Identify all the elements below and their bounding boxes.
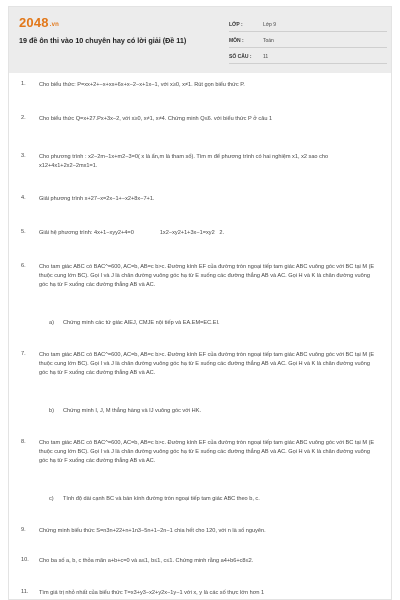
question-text: Giải phương trình x+27−x=2x−1+−x2+8x−7+1. (39, 196, 155, 202)
meta-row-class (229, 16, 387, 32)
subpart-text: Chứng minh các tứ giác AIEJ, CMJE nội tiếp và EA.EM=EC.EI. (63, 320, 220, 326)
meta-label: SỐ CÂU : (229, 54, 252, 60)
question-number: 3. (21, 153, 26, 159)
question-number: 8. (21, 439, 26, 445)
question-text: Chứng minh biểu thức S=n3n+22+n+1n3−5n+1−2n−1 chia hết cho 120, với n là số nguyên. (39, 528, 266, 534)
question-text: Cho tam giác ABC có BAC^=600, AC=b, AB=c b>c. Đường kính EF của đường tròn ngoại tiếp tam giác ABC vuông góc với BC tại M (E thuộc cung lớn BC). Gọi I và J là chân đường vuông góc hạ từ E xuống các đường thẳng AB và AC. Gọi H và K là chân đường vuông góc hạ từ F xuống các đường thẳng AB và AC. (39, 440, 375, 464)
question-text: Tìm giá trị nhỏ nhất của biểu thức T=x3+y3−x2+y2x−1y−1 với x, y là các số thực lớn hơn 1 (39, 590, 265, 596)
question-text: Cho tam giác ABC có BAC^=600, AC=b, AB=c b>c. Đường kính EF của đường tròn ngoại tiếp tam giác ABC vuông góc với BC tại M (E thuộc cung lớn BC). Gọi I và J là chân đường vuông góc hạ từ E xuống các đường thẳng AB và AC. Gọi H và K là chân đường vuông góc hạ từ F xuống các đường thẳng AB và AC. (39, 352, 375, 376)
meta-row-count (229, 48, 387, 64)
question-number: 9. (21, 527, 26, 533)
subpart-letter: a) (49, 320, 54, 326)
meta-label: MÔN : (229, 38, 244, 44)
question-text: Cho ba số a, b, c thỏa mãn a+b+c=0 và a≤1, b≤1, c≤1. Chứng minh rằng a4+b6+c8≤2. (39, 558, 254, 564)
subpart-text: Chứng minh I, J, M thẳng hàng và IJ vuông góc với HK. (63, 408, 202, 414)
question-text: Cho biểu thức: P=xx+2+−x+xx+6x+x−2−x+1x−1, với x≥0, x≠1. Rút gọn biểu thức P. (39, 82, 245, 88)
subpart-letter: b) (49, 408, 54, 414)
system-eq-3: 2. (219, 230, 225, 236)
question-subpart (49, 319, 379, 328)
question-subpart (49, 495, 379, 504)
question-number: 4. (21, 195, 26, 201)
document-page (8, 6, 392, 600)
question-number: 1. (21, 81, 26, 87)
meta-label: LỚP : (229, 22, 243, 28)
document-meta (229, 16, 387, 64)
meta-value: Toán (263, 38, 274, 44)
system-eq-2: 1x2−xy2+1+3x−1=xy2 (159, 230, 215, 236)
meta-value: 11 (263, 54, 269, 60)
question-number: 10. (21, 557, 29, 563)
subpart-letter: c) (49, 496, 54, 502)
question-text: Cho biểu thức Q=x+27.Px+3x−2, với x≥0, x≠1, x≠4. Chứng minh Q≤6. với biểu thức P ở câu 1 (39, 116, 273, 122)
question-number: 5. (21, 229, 26, 235)
meta-value: Lớp 9 (263, 22, 277, 28)
question-text: Cho tam giác ABC có BAC^=600, AC=b, AB=c b>c. Đường kính EF của đường tròn ngoại tiếp tam giác ABC vuông góc với BC tại M (E thuộc cung lớn BC). Gọi I và J là chân đường vuông góc hạ từ E xuống các đường thẳng AB và AC. Gọi H và K là chân đường vuông góc hạ từ F xuống các đường thẳng AB và AC. (39, 264, 375, 288)
site-logo[interactable] (19, 15, 59, 30)
question-text: Cho phương trình : x2−2m−1x+m2−3=0( x là ẩn,m là tham số). Tìm m để phương trình có hai nghiệm x1, x2 sao cho x12+4x1+2x2−2mx1=1. (39, 154, 329, 169)
logo-main: 2048 (19, 15, 49, 30)
logo-tld: .vn (49, 22, 60, 28)
question-number: 7. (21, 351, 26, 357)
meta-row-subject (229, 32, 387, 48)
question-number: 11. (21, 589, 29, 595)
system-eq-1: Giải hệ phương trình: 4x+1−xyy2+4=0 (39, 230, 134, 236)
question-number: 6. (21, 263, 26, 269)
document-title: 19 đề ôn thi vào 10 chuyên hay có lời giải (Đề 11) (19, 36, 187, 45)
subpart-text: Tính độ dài cạnh BC và bán kính đường tròn ngoại tiếp tam giác ABC theo b, c. (63, 496, 260, 502)
question-text (39, 229, 379, 238)
document-header (9, 7, 391, 73)
question-subpart (49, 407, 379, 416)
question-number: 2. (21, 115, 26, 121)
